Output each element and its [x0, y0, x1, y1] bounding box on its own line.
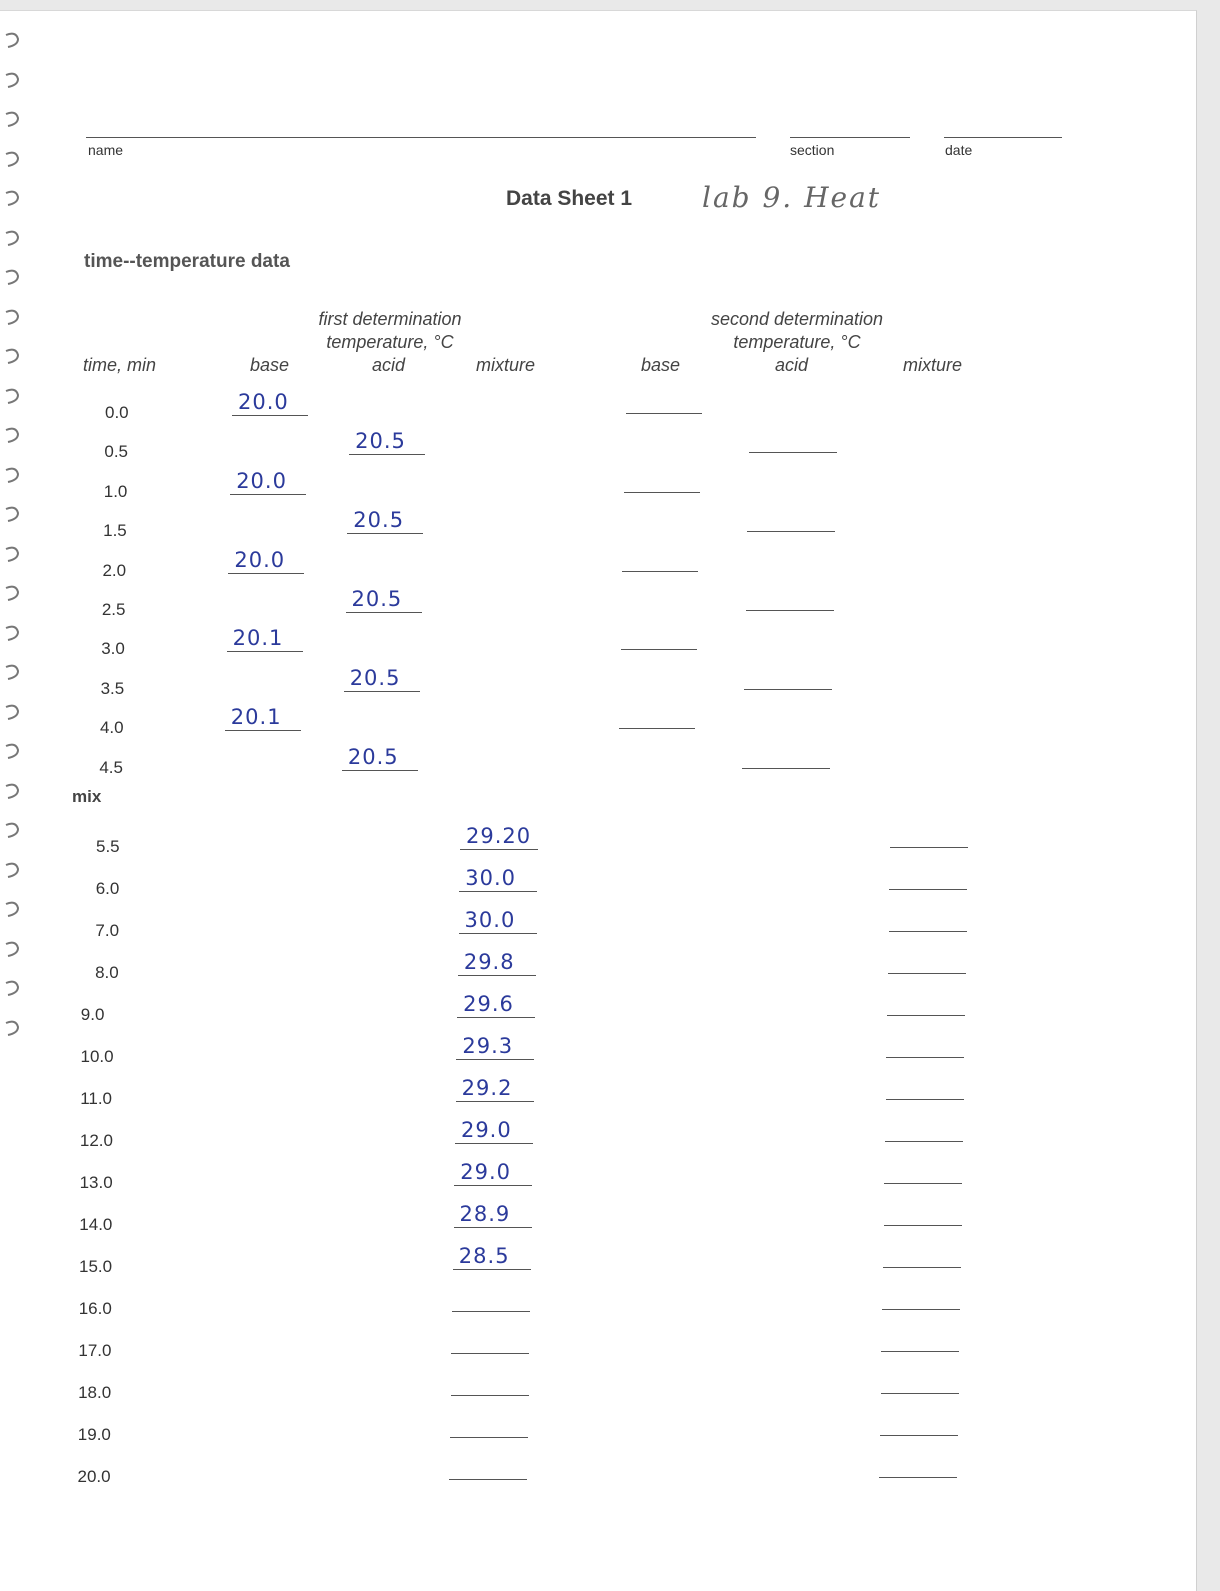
- mixture-reading-value: 28.5: [458, 1244, 510, 1268]
- binder-hole-icon: [2, 385, 26, 409]
- second-base-blank[interactable]: [622, 553, 698, 572]
- mix-label: mix: [72, 787, 102, 806]
- reading-field[interactable]: [232, 389, 308, 416]
- second-mixture-blank[interactable]: [886, 1081, 964, 1100]
- binder-hole-icon: [2, 1017, 26, 1041]
- binder-hole-icon: [2, 701, 26, 725]
- time-cell: 4.0: [99, 718, 124, 738]
- time-column-header: time, min: [83, 355, 157, 375]
- reading-value: 20.0: [238, 390, 289, 414]
- binder-hole-icon: [2, 464, 26, 488]
- binder-hole-icon: [2, 622, 26, 646]
- time-cell: 1.5: [103, 521, 127, 541]
- mixture-reading-value: 29.0: [460, 1160, 511, 1184]
- binder-hole-icon: [2, 187, 26, 211]
- binder-hole-icon: [2, 977, 26, 1001]
- name-line: [86, 137, 756, 138]
- time-cell: 10.0: [80, 1047, 114, 1066]
- second-acid-blank[interactable]: [746, 592, 834, 611]
- time-cell: 20.0: [77, 1467, 111, 1486]
- reading-field[interactable]: [346, 586, 422, 613]
- mixture-reading-value: 28.9: [459, 1202, 511, 1226]
- time-cell: 0.5: [104, 442, 128, 462]
- second-base-blank[interactable]: [626, 395, 702, 414]
- mixture-reading-field[interactable]: [450, 1419, 528, 1438]
- mixture-reading-value: 30.0: [465, 866, 517, 890]
- binder-hole-icon: [2, 108, 26, 132]
- reading-field[interactable]: [349, 428, 425, 455]
- reading-value: 20.5: [353, 508, 405, 533]
- binder-hole-icon: [2, 661, 26, 685]
- second-acid-blank[interactable]: [742, 750, 830, 769]
- time-cell: 3.0: [101, 639, 125, 659]
- time-cell: 5.5: [96, 837, 120, 856]
- second-base-blank[interactable]: [621, 631, 697, 650]
- second-mixture-blank[interactable]: [881, 1333, 959, 1352]
- mixture-reading-field[interactable]: [453, 1243, 531, 1270]
- time-cell: 7.0: [95, 921, 120, 940]
- mixture-reading-field[interactable]: [459, 907, 537, 934]
- time-cell: 15.0: [79, 1257, 113, 1276]
- mixture-reading-value: 29.0: [460, 1118, 512, 1142]
- binder-hole-icon: [2, 148, 26, 172]
- reading-value: 20.5: [347, 744, 399, 769]
- second-mixture-blank[interactable]: [881, 1375, 959, 1394]
- time-cell: 2.0: [102, 560, 127, 580]
- second-mixture-blank[interactable]: [889, 871, 967, 890]
- binder-hole-icon: [2, 69, 26, 93]
- second-base-blank[interactable]: [619, 710, 695, 729]
- time-cell: 6.0: [95, 879, 120, 898]
- mixture-reading-value: 29.6: [463, 992, 514, 1016]
- reading-field[interactable]: [344, 665, 420, 692]
- second-acid-blank[interactable]: [749, 434, 837, 453]
- binder-hole-icon: [2, 938, 26, 962]
- time-cell: 9.0: [80, 1005, 105, 1024]
- time-cell: 2.5: [101, 600, 126, 619]
- section-title: time--temperature data: [84, 251, 290, 272]
- page-title: Data Sheet 1: [506, 187, 633, 210]
- reading-value: 20.0: [236, 468, 287, 493]
- time-cell: 3.5: [100, 678, 125, 698]
- mixture-reading-value: 29.2: [461, 1076, 513, 1100]
- second-acid-header: acid: [775, 355, 809, 375]
- binder-hole-icon: [2, 306, 26, 330]
- reading-value: 20.5: [349, 665, 401, 690]
- second-temperature-heading: temperature, °C: [733, 332, 861, 352]
- first-temperature-heading: temperature, °C: [326, 332, 454, 352]
- time-cell: 8.0: [95, 963, 119, 982]
- binder-hole-icon: [2, 780, 26, 804]
- binder-hole-icon: [2, 266, 26, 290]
- reading-field[interactable]: [347, 507, 423, 534]
- mixture-reading-field[interactable]: [451, 1335, 529, 1354]
- binder-holes: [0, 11, 40, 1111]
- reading-value: 20.0: [234, 547, 286, 572]
- second-mixture-blank[interactable]: [888, 955, 966, 974]
- time-cell: 12.0: [79, 1131, 113, 1150]
- binder-hole-icon: [2, 543, 26, 567]
- second-mixture-blank[interactable]: [883, 1249, 961, 1268]
- time-cell: 17.0: [78, 1341, 112, 1360]
- second-mixture-blank[interactable]: [889, 913, 967, 932]
- reading-value: 20.1: [230, 705, 282, 730]
- binder-hole-icon: [2, 424, 26, 448]
- mixture-reading-field[interactable]: [460, 823, 538, 850]
- handwritten-title: lab 9. Heat: [702, 181, 882, 214]
- time-cell: 19.0: [77, 1425, 111, 1444]
- mixture-reading-value: 29.8: [463, 950, 515, 974]
- mixture-reading-value: 30.0: [464, 908, 516, 932]
- mixture-reading-field[interactable]: [456, 1033, 534, 1060]
- second-mixture-blank[interactable]: [885, 1123, 963, 1142]
- mixture-reading-field[interactable]: [454, 1159, 532, 1186]
- time-cell: 16.0: [78, 1299, 112, 1318]
- second-mixture-blank[interactable]: [890, 829, 968, 848]
- second-mixture-blank[interactable]: [880, 1417, 958, 1436]
- second-mixture-blank[interactable]: [887, 997, 965, 1016]
- second-mixture-blank[interactable]: [886, 1039, 964, 1058]
- reading-value: 20.5: [355, 429, 406, 454]
- binder-hole-icon: [2, 859, 26, 883]
- section-label: section: [790, 142, 835, 158]
- time-cell: 4.5: [99, 757, 123, 777]
- date-line: [944, 137, 1062, 138]
- section-line: [790, 137, 910, 138]
- binder-hole-icon: [2, 345, 26, 369]
- mixture-reading-field[interactable]: [458, 949, 536, 976]
- second-mixture-blank[interactable]: [884, 1165, 962, 1184]
- second-mixture-blank[interactable]: [879, 1459, 957, 1478]
- first-acid-header: acid: [372, 355, 406, 375]
- mixture-reading-field[interactable]: [456, 1075, 534, 1102]
- data-sheet-page: [0, 10, 1197, 1591]
- second-base-header: base: [641, 355, 681, 375]
- time-cell: 18.0: [78, 1383, 112, 1402]
- reading-field[interactable]: [230, 468, 306, 495]
- second-base-blank[interactable]: [624, 474, 700, 493]
- mixture-reading-field[interactable]: [452, 1293, 530, 1312]
- mixture-reading-field[interactable]: [454, 1201, 532, 1228]
- reading-value: 20.1: [232, 626, 284, 651]
- reading-field[interactable]: [342, 744, 418, 771]
- time-cell: 14.0: [79, 1215, 113, 1234]
- first-base-header: base: [250, 355, 290, 375]
- mixture-reading-field[interactable]: [459, 865, 537, 892]
- mixture-reading-field[interactable]: [455, 1117, 533, 1144]
- binder-hole-icon: [2, 503, 26, 527]
- binder-hole-icon: [2, 227, 26, 251]
- reading-field[interactable]: [228, 547, 304, 574]
- second-acid-blank[interactable]: [744, 671, 832, 690]
- first-mixture-header: mixture: [476, 355, 536, 375]
- mixture-reading-field[interactable]: [451, 1377, 529, 1396]
- binder-hole-icon: [2, 582, 26, 606]
- reading-field[interactable]: [227, 625, 303, 652]
- mixture-reading-value: 29.20: [466, 824, 532, 848]
- second-determination-heading: second determination: [710, 309, 884, 329]
- time-cell: 13.0: [79, 1173, 113, 1192]
- name-label: name: [88, 142, 124, 158]
- binder-hole-icon: [2, 29, 26, 53]
- second-mixture-blank[interactable]: [884, 1207, 962, 1226]
- binder-hole-icon: [2, 898, 26, 922]
- binder-hole-icon: [2, 740, 26, 764]
- time-cell: 1.0: [103, 481, 128, 501]
- mixture-reading-value: 29.3: [462, 1034, 514, 1058]
- mixture-reading-field[interactable]: [449, 1461, 527, 1480]
- second-mixture-blank[interactable]: [882, 1291, 960, 1310]
- reading-field[interactable]: [225, 704, 301, 731]
- second-acid-blank[interactable]: [747, 513, 835, 532]
- binder-hole-icon: [2, 819, 26, 843]
- time-cell: 0.0: [105, 403, 129, 422]
- time-cell: 11.0: [80, 1089, 113, 1108]
- mixture-reading-field[interactable]: [457, 991, 535, 1018]
- date-label: date: [945, 142, 973, 158]
- reading-value: 20.5: [351, 587, 403, 611]
- second-mixture-header: mixture: [903, 355, 963, 375]
- first-determination-heading: first determination: [318, 309, 462, 329]
